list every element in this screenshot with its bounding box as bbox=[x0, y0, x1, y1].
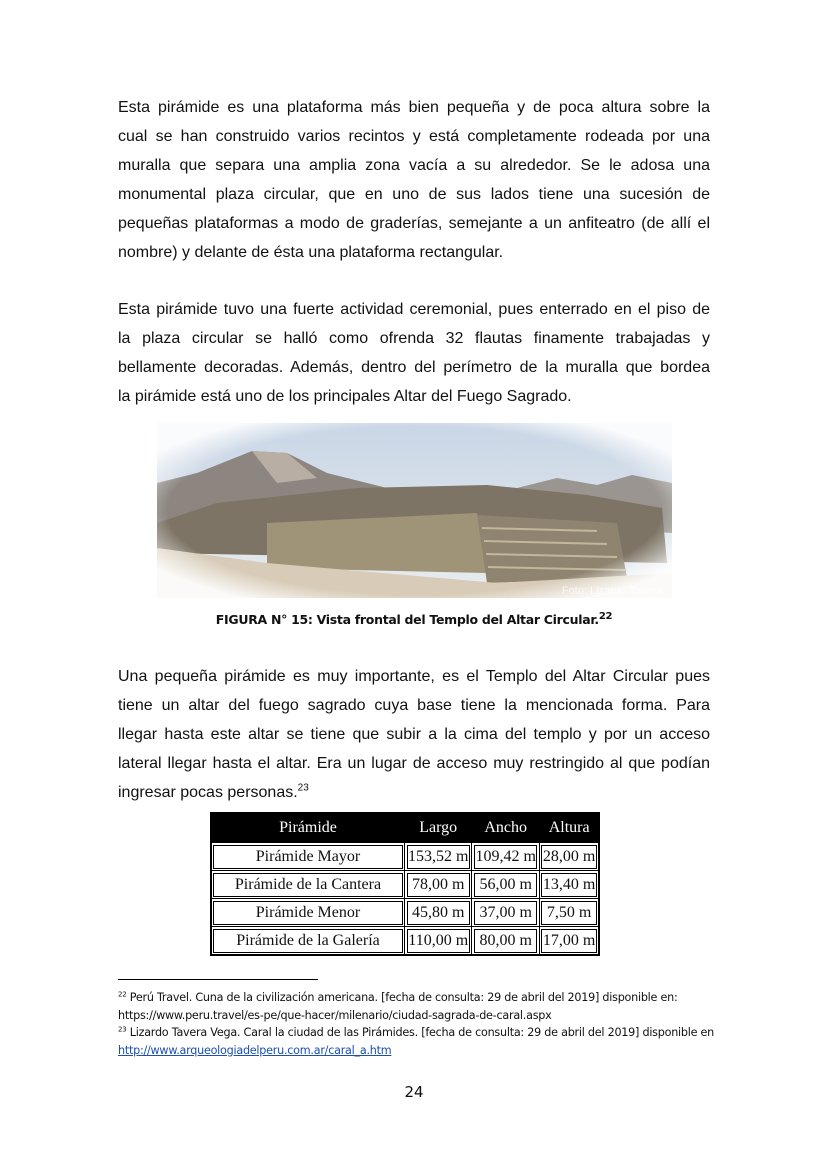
table-cell: 109,42 m bbox=[472, 843, 539, 871]
text-line: tiene un altar del fuego sagrado cuya base tiene la mencionada forma. Para bbox=[118, 697, 710, 714]
text-line: monumental plaza circular, que en uno de sus lados tiene una sucesión de bbox=[118, 186, 710, 203]
table-cell: 37,00 m bbox=[472, 899, 539, 927]
column-header: Largo bbox=[405, 813, 472, 843]
column-header: Ancho bbox=[472, 813, 539, 843]
photo-watermark: Foto: Lizardo Tavera bbox=[561, 585, 662, 597]
text-line: pequeñas plataformas a modo de graderías, semejante a un anfiteatro (de allí el bbox=[118, 215, 710, 232]
text-line: cual se han construido varios recintos y está completamente rodeada por una bbox=[118, 128, 710, 145]
table-cell: Pirámide de la Galería bbox=[211, 927, 405, 956]
text-line: muralla que separa una amplia zona vacía a su alrededor. Se le adosa una bbox=[118, 157, 710, 174]
column-header: Altura bbox=[539, 813, 599, 843]
text-line: llegar hasta este altar se tiene que subir a la cima del templo y por un acceso bbox=[118, 726, 710, 743]
table-cell: Pirámide Menor bbox=[211, 899, 405, 927]
footnote-22: $^{22}$ Perú Travel. Cuna de la civilización americana. [fecha de consulta: 29 de abril del 2019] disponible en: https://www.peru.travel/es-pe/que-hacer/milenario/ciudad-sagrada-de-caral.aspx bbox=[118, 990, 678, 1022]
footnote-23: $^{23}$ Lizardo Tavera Vega. Caral la ciudad de las Pirámides. [fecha de consulta: 29 de abril del 2019] disponible en http://www.arqueologiadelperu.com.ar/caral_a.htm bbox=[118, 1025, 715, 1057]
table-cell: 13,40 m bbox=[539, 871, 599, 899]
table-row bbox=[211, 927, 599, 956]
table-row bbox=[211, 843, 599, 871]
text-line-content: ingresar pocas personas. bbox=[118, 784, 298, 801]
table-cell: 45,80 m bbox=[405, 899, 472, 927]
figure-caption: FIGURA N° 15: Vista frontal del Templo del Altar Circular.$^{22}$ bbox=[215, 610, 613, 627]
footnote-ref: 23 bbox=[297, 782, 309, 794]
footnote-divider bbox=[118, 979, 318, 980]
column-header: Pirámide bbox=[211, 813, 405, 843]
paragraph-3 bbox=[118, 662, 710, 807]
temple-photo bbox=[157, 423, 672, 598]
table-row bbox=[211, 899, 599, 927]
table-cell: 7,50 m bbox=[539, 899, 599, 927]
table-cell: 80,00 m bbox=[472, 927, 539, 956]
table-cell: Pirámide Mayor bbox=[211, 843, 405, 871]
text-line: la plaza circular se halló como ofrenda 32 flautas finamente trabajadas y bbox=[118, 330, 710, 347]
footnote-link[interactable]: http://www.arqueologiadelperu.com.ar/caral_a.htm bbox=[118, 1043, 392, 1057]
table-row bbox=[211, 871, 599, 899]
table-cell: 17,00 m bbox=[539, 927, 599, 956]
text-line bbox=[118, 778, 710, 807]
footnotes bbox=[118, 989, 718, 1059]
table-cell: 28,00 m bbox=[539, 843, 599, 871]
paragraph-1 bbox=[118, 93, 710, 267]
text-line: bellamente decoradas. Además, dentro del perímetro de la muralla que bordea bbox=[118, 359, 710, 376]
table-cell: 153,52 m bbox=[405, 843, 472, 871]
table-cell: 78,00 m bbox=[405, 871, 472, 899]
text-line: lateral llegar hasta el altar. Era un lugar de acceso muy restringido al que podían bbox=[118, 755, 710, 772]
table-cell: 56,00 m bbox=[472, 871, 539, 899]
pyramid-dimensions-table bbox=[210, 812, 600, 956]
table-cell: Pirámide de la Cantera bbox=[211, 871, 405, 899]
text-line: Una pequeña pirámide es muy importante, es el Templo del Altar Circular pues bbox=[118, 668, 710, 685]
table-header-row bbox=[211, 813, 599, 843]
text-line: Esta pirámide es una plataforma más bien pequeña y de poca altura sobre la bbox=[118, 99, 710, 116]
text-line: Esta pirámide tuvo una fuerte actividad ceremonial, pues enterrado en el piso de bbox=[118, 301, 710, 318]
paragraph-2 bbox=[118, 295, 710, 411]
text-line: nombre) y delante de ésta una plataforma rectangular. bbox=[118, 244, 504, 261]
table-cell: 110,00 m bbox=[405, 927, 472, 956]
page-number: 24 bbox=[404, 1083, 424, 1101]
text-line: la pirámide está uno de los principales Altar del Fuego Sagrado. bbox=[118, 388, 572, 405]
